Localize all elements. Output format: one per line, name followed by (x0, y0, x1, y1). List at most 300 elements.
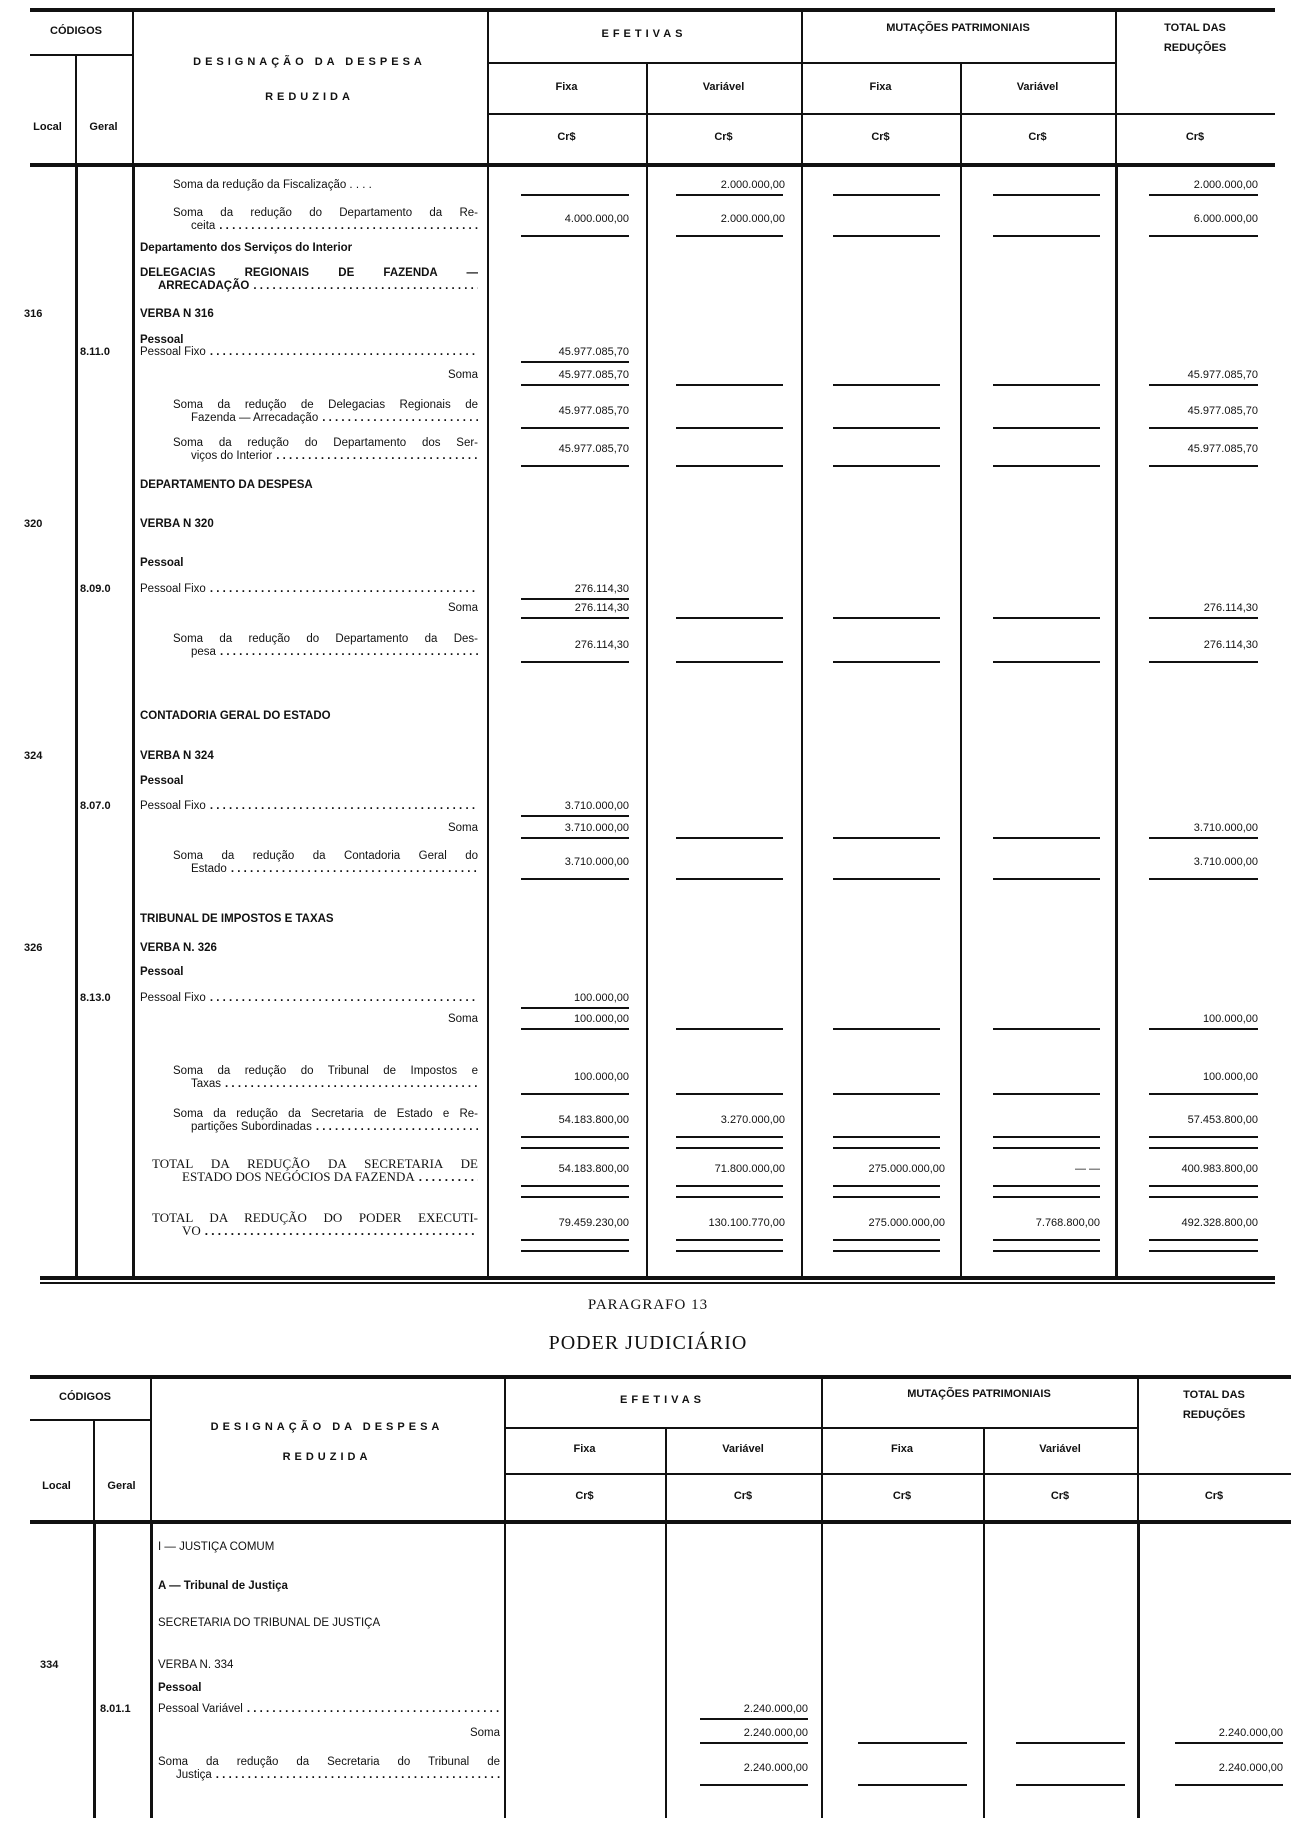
t1-header-mutacoes-variavel: Variável (1016, 80, 1059, 93)
soma-label: Soma (447, 1013, 478, 1025)
description-line: Soma da redução do Departamento da Des- (173, 633, 478, 645)
value-cell: 492.328.800,00 (1181, 1217, 1258, 1229)
value-cell: 45.977.085,70 (558, 405, 629, 417)
underline-rule (858, 1784, 967, 1786)
underline-rule (676, 1093, 783, 1095)
underline-rule (700, 1718, 808, 1720)
row-description (173, 1108, 478, 1134)
underline-rule (521, 361, 629, 363)
body-column-divider (487, 163, 489, 1280)
underline-rule (993, 1093, 1100, 1095)
row-description (173, 850, 478, 876)
value-cell: 45.977.085,70 (558, 443, 629, 455)
dot-leader (220, 646, 478, 659)
underline-rule (521, 1136, 629, 1138)
underline-rule (833, 878, 940, 880)
description-line: Departamento dos Serviços do Interior (140, 242, 353, 254)
value-cell: 3.710.000,00 (564, 822, 629, 834)
value-cell: 45.977.085,70 (558, 346, 629, 358)
underline-rule (676, 661, 783, 663)
underline-rule (1016, 1784, 1125, 1786)
underline-rule (833, 1185, 940, 1187)
underline-rule (1016, 1742, 1125, 1744)
t2-header-currency: Cr$ (1204, 1489, 1224, 1502)
row-description (140, 369, 478, 382)
dot-leader (210, 346, 478, 359)
soma-label: Soma (447, 369, 478, 381)
description-line: CONTADORIA GERAL DO ESTADO (140, 710, 331, 722)
row-description (140, 267, 478, 293)
body-column-divider (504, 1520, 506, 1818)
double-underline-rule (521, 1196, 629, 1198)
t1-header-geral: Geral (89, 121, 118, 133)
row-description (140, 992, 478, 1005)
description-line: SECRETARIA DO TRIBUNAL DE JUSTIÇA (158, 1617, 381, 1629)
value-cell: 2.000.000,00 (720, 213, 785, 225)
local-code: 324 (24, 750, 43, 762)
column-divider (983, 1427, 985, 1520)
row-description (140, 710, 478, 723)
dot-leader (205, 1224, 478, 1237)
underline-rule (833, 1093, 940, 1095)
body-column-divider (150, 1520, 153, 1818)
underline-rule (993, 427, 1100, 429)
value-cell: 2.000.000,00 (1193, 179, 1258, 191)
row-description (158, 1756, 500, 1782)
row-description (140, 602, 478, 615)
value-cell: 276.114,30 (574, 639, 629, 651)
t2-header-designacao: DESIGNAÇÃO DA DESPESA (210, 1421, 444, 1433)
item-label: Pessoal Fixo (140, 583, 206, 595)
column-divider (132, 8, 134, 163)
local-code: 316 (24, 308, 43, 320)
t1-header-currency: Cr$ (714, 131, 733, 143)
underline-rule (676, 1136, 783, 1138)
underline-rule (1149, 194, 1258, 196)
value-cell: 45.977.085,70 (1187, 369, 1258, 381)
soma-label: Soma (469, 1727, 500, 1739)
row-description (140, 800, 478, 813)
t1-header-designacao: DESIGNAÇÃO DA DESPESA (193, 56, 426, 68)
underline-rule (1149, 617, 1258, 619)
row-description (173, 1065, 478, 1091)
t2-header-currency: Cr$ (575, 1489, 594, 1502)
underline-rule (993, 661, 1100, 663)
t1-header-currency: Cr$ (1185, 131, 1205, 143)
t1-header-codigos: CÓDIGOS (50, 25, 102, 37)
row-description (158, 1682, 500, 1695)
description-line: VERBA N 324 (140, 750, 214, 762)
underline-rule (1175, 1742, 1283, 1744)
row-description (152, 1211, 478, 1237)
t2-header-total-das: TOTAL DAS (1183, 1389, 1245, 1401)
codigos-rule (30, 1419, 150, 1421)
value-cell: 275.000.000,00 (868, 1163, 945, 1175)
double-underline-rule (521, 1147, 629, 1149)
t1-header-mutacoes: MUTAÇÕES PATRIMONIAIS (886, 22, 1030, 34)
value-cell: 276.114,30 (574, 583, 629, 595)
description-line: Soma da redução do Departamento da Re- (173, 207, 478, 219)
value-cell: 3.710.000,00 (1193, 822, 1258, 834)
value-cell: 2.240.000,00 (1218, 1727, 1283, 1739)
value-cell: 100.000,00 (573, 1013, 629, 1025)
dot-leader (231, 863, 478, 876)
underline-rule (521, 815, 629, 817)
table-top-rule (30, 1375, 1291, 1379)
value-cell: 400.983.800,00 (1181, 1163, 1258, 1175)
underline-rule (993, 235, 1100, 237)
dot-leader (316, 1121, 478, 1134)
row-description (140, 822, 478, 835)
codigos-rule (30, 54, 132, 56)
mutacoes-rule (821, 1427, 1137, 1429)
row-description (140, 583, 478, 596)
t1-header-currency: Cr$ (871, 131, 890, 143)
double-underline-rule (521, 1250, 629, 1252)
underline-rule (521, 617, 629, 619)
geral-code: 8.09.0 (80, 583, 111, 595)
t2-header-currency: Cr$ (892, 1489, 912, 1502)
underline-rule (993, 194, 1100, 196)
dot-leader (322, 412, 478, 425)
underline-rule (833, 384, 940, 386)
value-cell: 2.240.000,00 (743, 1727, 808, 1739)
description-line: Fazenda — Arrecadação (191, 412, 319, 424)
description-line: Estado (191, 863, 227, 875)
underline-rule (521, 1239, 629, 1241)
underline-rule (521, 1185, 629, 1187)
t1-header-efetivas-variavel: Variável (702, 80, 745, 93)
t1-header-efetivas: EFETIVAS (601, 28, 687, 40)
description-line: DEPARTAMENTO DA DESPESA (140, 479, 313, 491)
currency-rule (504, 1473, 1291, 1475)
t2-header-currency: Cr$ (733, 1489, 753, 1502)
t2-header-efetivas: EFETIVAS (620, 1394, 705, 1406)
t1-header-local: Local (33, 121, 62, 133)
t2-header-codigos: CÓDIGOS (59, 1391, 111, 1403)
underline-rule (833, 1136, 940, 1138)
value-cell: 6.000.000,00 (1193, 213, 1258, 225)
body-column-divider (1115, 163, 1118, 1280)
underline-rule (521, 661, 629, 663)
body-column-divider (801, 163, 803, 1280)
description-line: TOTAL DA REDUÇÃO DA SECRETARIA DE (152, 1156, 478, 1171)
row-description (158, 1703, 500, 1716)
value-cell: 3.270.000,00 (720, 1114, 785, 1126)
underline-rule (521, 1007, 629, 1009)
underline-rule (833, 235, 940, 237)
value-cell: 130.100.770,00 (708, 1217, 785, 1229)
underline-rule (676, 1028, 783, 1030)
body-column-divider (960, 163, 962, 1280)
row-description (140, 518, 478, 531)
underline-rule (521, 427, 629, 429)
description-line: ARRECADAÇÃO (158, 280, 250, 292)
underline-rule (700, 1742, 808, 1744)
value-cell: 2.000.000,00 (720, 179, 785, 191)
underline-rule (993, 837, 1100, 839)
underline-rule (521, 465, 629, 467)
double-underline-rule (833, 1147, 940, 1149)
value-cell: 276.114,30 (574, 602, 629, 614)
underline-rule (1149, 837, 1258, 839)
column-divider (646, 62, 648, 163)
underline-rule (833, 427, 940, 429)
underline-rule (521, 1028, 629, 1030)
underline-rule (833, 465, 940, 467)
column-divider (960, 62, 962, 163)
description-line: partições Subordinadas (191, 1121, 312, 1133)
item-label: Pessoal Variável (158, 1703, 243, 1715)
description-line: Soma da redução da Secretaria do Tribunal de (158, 1756, 500, 1768)
row-description (152, 1157, 478, 1183)
underline-rule (833, 837, 940, 839)
body-column-divider (646, 163, 648, 1280)
dot-leader (276, 450, 478, 463)
underline-rule (993, 465, 1100, 467)
description-line: pesa (191, 646, 216, 658)
dot-leader (210, 583, 478, 596)
t1-header-currency: Cr$ (1028, 131, 1047, 143)
description-line: A — Tribunal de Justiça (158, 1580, 288, 1592)
underline-rule (1149, 878, 1258, 880)
underline-rule (1149, 1185, 1258, 1187)
underline-rule (1149, 235, 1258, 237)
underline-rule (521, 878, 629, 880)
double-underline-rule (833, 1250, 940, 1252)
local-code: 334 (40, 1659, 59, 1671)
underline-rule (833, 1028, 940, 1030)
underline-rule (676, 465, 783, 467)
underline-rule (676, 1185, 783, 1187)
double-underline-rule (993, 1196, 1100, 1198)
t1-header-reduzida: REDUZIDA (265, 91, 354, 103)
underline-rule (521, 1093, 629, 1095)
row-description (158, 1727, 500, 1740)
column-divider (150, 1375, 152, 1520)
value-cell: 54.183.800,00 (558, 1163, 629, 1175)
description-line: Pessoal (140, 557, 184, 569)
t2-header-local: Local (42, 1479, 71, 1492)
table-top-rule (30, 8, 1275, 12)
underline-rule (1149, 1239, 1258, 1241)
value-cell: 45.977.085,70 (1187, 443, 1258, 455)
underline-rule (1149, 427, 1258, 429)
description-line: Soma da redução da Fiscalização . . . . (173, 179, 372, 191)
value-cell: 54.183.800,00 (558, 1114, 629, 1126)
underline-rule (833, 194, 940, 196)
description-line: VERBA N 320 (140, 518, 214, 530)
dot-leader (210, 800, 478, 813)
t2-header-reducoes: REDUÇÕES (1182, 1409, 1246, 1421)
underline-rule (993, 1028, 1100, 1030)
row-description (173, 399, 478, 425)
description-line: Soma da redução do Tribunal de Impostos e (173, 1065, 478, 1077)
geral-code: 8.11.0 (80, 346, 110, 358)
t2-header-efetivas-fixa: Fixa (573, 1443, 596, 1455)
description-line: Soma da redução de Delegacias Regionais de (173, 399, 478, 411)
underline-rule (676, 1239, 783, 1241)
t1-header-total-das: TOTAL DAS (1164, 22, 1226, 34)
t2-header-mutacoes-variavel: Variável (1039, 1443, 1081, 1455)
item-label: Pessoal Fixo (140, 992, 206, 1004)
body-column-divider (821, 1520, 823, 1818)
underline-rule (676, 235, 783, 237)
underline-rule (858, 1742, 967, 1744)
t2-header-reduzida: REDUZIDA (282, 1451, 372, 1463)
underline-rule (1175, 1784, 1283, 1786)
double-underline-rule (676, 1147, 783, 1149)
description-line: VERBA N. 326 (140, 942, 217, 954)
value-cell: 2.240.000,00 (743, 1762, 808, 1774)
underline-rule (1149, 1028, 1258, 1030)
row-description (173, 207, 478, 233)
t1-header-efetivas-fixa: Fixa (555, 80, 578, 93)
row-description (140, 966, 478, 979)
dot-leader (219, 220, 478, 233)
value-cell: 3.710.000,00 (564, 856, 629, 868)
underline-rule (521, 384, 629, 386)
table1-bottom-rule (40, 1276, 1275, 1280)
value-cell: 7.768.800,00 (1035, 1217, 1100, 1229)
underline-rule (676, 427, 783, 429)
underline-rule (1149, 465, 1258, 467)
description-line: VERBA N. 334 (158, 1659, 234, 1671)
value-cell: 275.000.000,00 (868, 1217, 945, 1229)
underline-rule (676, 837, 783, 839)
underline-rule (521, 235, 629, 237)
dot-leader (225, 1078, 478, 1091)
row-description (140, 942, 478, 955)
section-title: PODER JUDICIÁRIO (548, 1332, 748, 1354)
double-underline-rule (1149, 1147, 1258, 1149)
description-line: Pessoal (140, 966, 184, 978)
description-line: Soma da redução da Contadoria Geral do (173, 850, 478, 862)
t2-header-currency: Cr$ (1050, 1489, 1070, 1502)
t2-header-mutacoes-fixa: Fixa (890, 1443, 913, 1455)
description-line: ceita (191, 220, 216, 232)
column-divider (75, 54, 77, 163)
column-divider (93, 1419, 95, 1520)
row-description (158, 1659, 500, 1672)
dot-leader (247, 1703, 500, 1716)
value-cell: 57.453.800,00 (1187, 1114, 1258, 1126)
mutacoes-rule (801, 62, 1115, 64)
value-cell: 71.800.000,00 (714, 1163, 785, 1175)
soma-label: Soma (447, 602, 478, 614)
geral-code: 8.01.1 (100, 1703, 131, 1715)
currency-rule (487, 113, 1275, 115)
underline-rule (1149, 1093, 1258, 1095)
body-column-divider (75, 163, 78, 1280)
description-line: VERBA N 316 (140, 308, 214, 320)
underline-rule (676, 194, 783, 196)
value-cell: 100.000,00 (1202, 1013, 1258, 1025)
description-line: I — JUSTIÇA COMUM (158, 1541, 275, 1553)
t1-header-currency: Cr$ (557, 131, 576, 143)
underline-rule (676, 617, 783, 619)
value-cell: — — (1074, 1163, 1100, 1175)
local-code: 320 (24, 518, 43, 530)
description-line: DELEGACIAS REGIONAIS DE FAZENDA — (140, 267, 478, 279)
paragraph-label: PARAGRAFO 13 (587, 1297, 709, 1313)
row-description (140, 750, 478, 763)
underline-rule (521, 598, 629, 600)
t2-header-efetivas-variavel: Variável (722, 1443, 764, 1455)
value-cell: 2.240.000,00 (1218, 1762, 1283, 1774)
underline-rule (676, 384, 783, 386)
value-cell: 45.977.085,70 (1187, 405, 1258, 417)
value-cell: 2.240.000,00 (743, 1703, 808, 1715)
description-line: VO (182, 1223, 201, 1238)
dot-leader (216, 1769, 500, 1782)
row-description (140, 557, 478, 570)
row-description (140, 308, 478, 321)
description-line: TRIBUNAL DE IMPOSTOS E TAXAS (140, 913, 334, 925)
body-column-divider (93, 1520, 96, 1818)
t1-header-reducoes: REDUÇÕES (1163, 42, 1227, 54)
dot-leader (253, 280, 478, 293)
row-description (173, 633, 478, 659)
underline-rule (993, 878, 1100, 880)
double-underline-rule (1149, 1250, 1258, 1252)
value-cell: 3.710.000,00 (1193, 856, 1258, 868)
soma-label: Soma (447, 822, 478, 834)
underline-rule (700, 1784, 808, 1786)
underline-rule (833, 1239, 940, 1241)
underline-rule (993, 1185, 1100, 1187)
value-cell: 100.000,00 (573, 992, 629, 1004)
geral-code: 8.13.0 (80, 992, 111, 1004)
description-line: Pessoal (158, 1682, 202, 1694)
geral-code: 8.07.0 (80, 800, 111, 812)
row-description (140, 913, 478, 926)
description-line: Soma da redução do Departamento dos Ser- (173, 437, 478, 449)
underline-rule (1149, 1136, 1258, 1138)
value-cell: 79.459.230,00 (558, 1217, 629, 1229)
item-label: Pessoal Fixo (140, 800, 206, 812)
description-line: viços do Interior (191, 450, 273, 462)
efetivas-rule (504, 1427, 821, 1429)
row-description (140, 242, 478, 255)
double-underline-rule (993, 1250, 1100, 1252)
t2-header-mutacoes: MUTAÇÕES PATRIMONIAIS (907, 1388, 1051, 1400)
underline-rule (993, 1136, 1100, 1138)
underline-rule (1149, 384, 1258, 386)
header-bottom-rule (30, 163, 1275, 167)
description-line: Taxas (191, 1078, 222, 1090)
row-description (158, 1617, 500, 1630)
value-cell: 4.000.000,00 (564, 213, 629, 225)
body-column-divider (132, 163, 135, 1280)
table1-bottom-rule-2 (40, 1282, 1275, 1284)
t2-header-geral: Geral (107, 1479, 136, 1492)
row-description (140, 1013, 478, 1026)
underline-rule (521, 194, 629, 196)
underline-rule (833, 617, 940, 619)
underline-rule (993, 617, 1100, 619)
underline-rule (1149, 661, 1258, 663)
underline-rule (993, 384, 1100, 386)
description-line: Soma da redução da Secretaria de Estado e Re- (173, 1108, 478, 1120)
row-description (140, 479, 478, 492)
t1-header-mutacoes-fixa: Fixa (869, 80, 892, 93)
value-cell: 100.000,00 (573, 1071, 629, 1083)
underline-rule (833, 661, 940, 663)
row-description (158, 1541, 500, 1554)
header-bottom-rule (30, 1520, 1291, 1524)
underline-rule (521, 837, 629, 839)
